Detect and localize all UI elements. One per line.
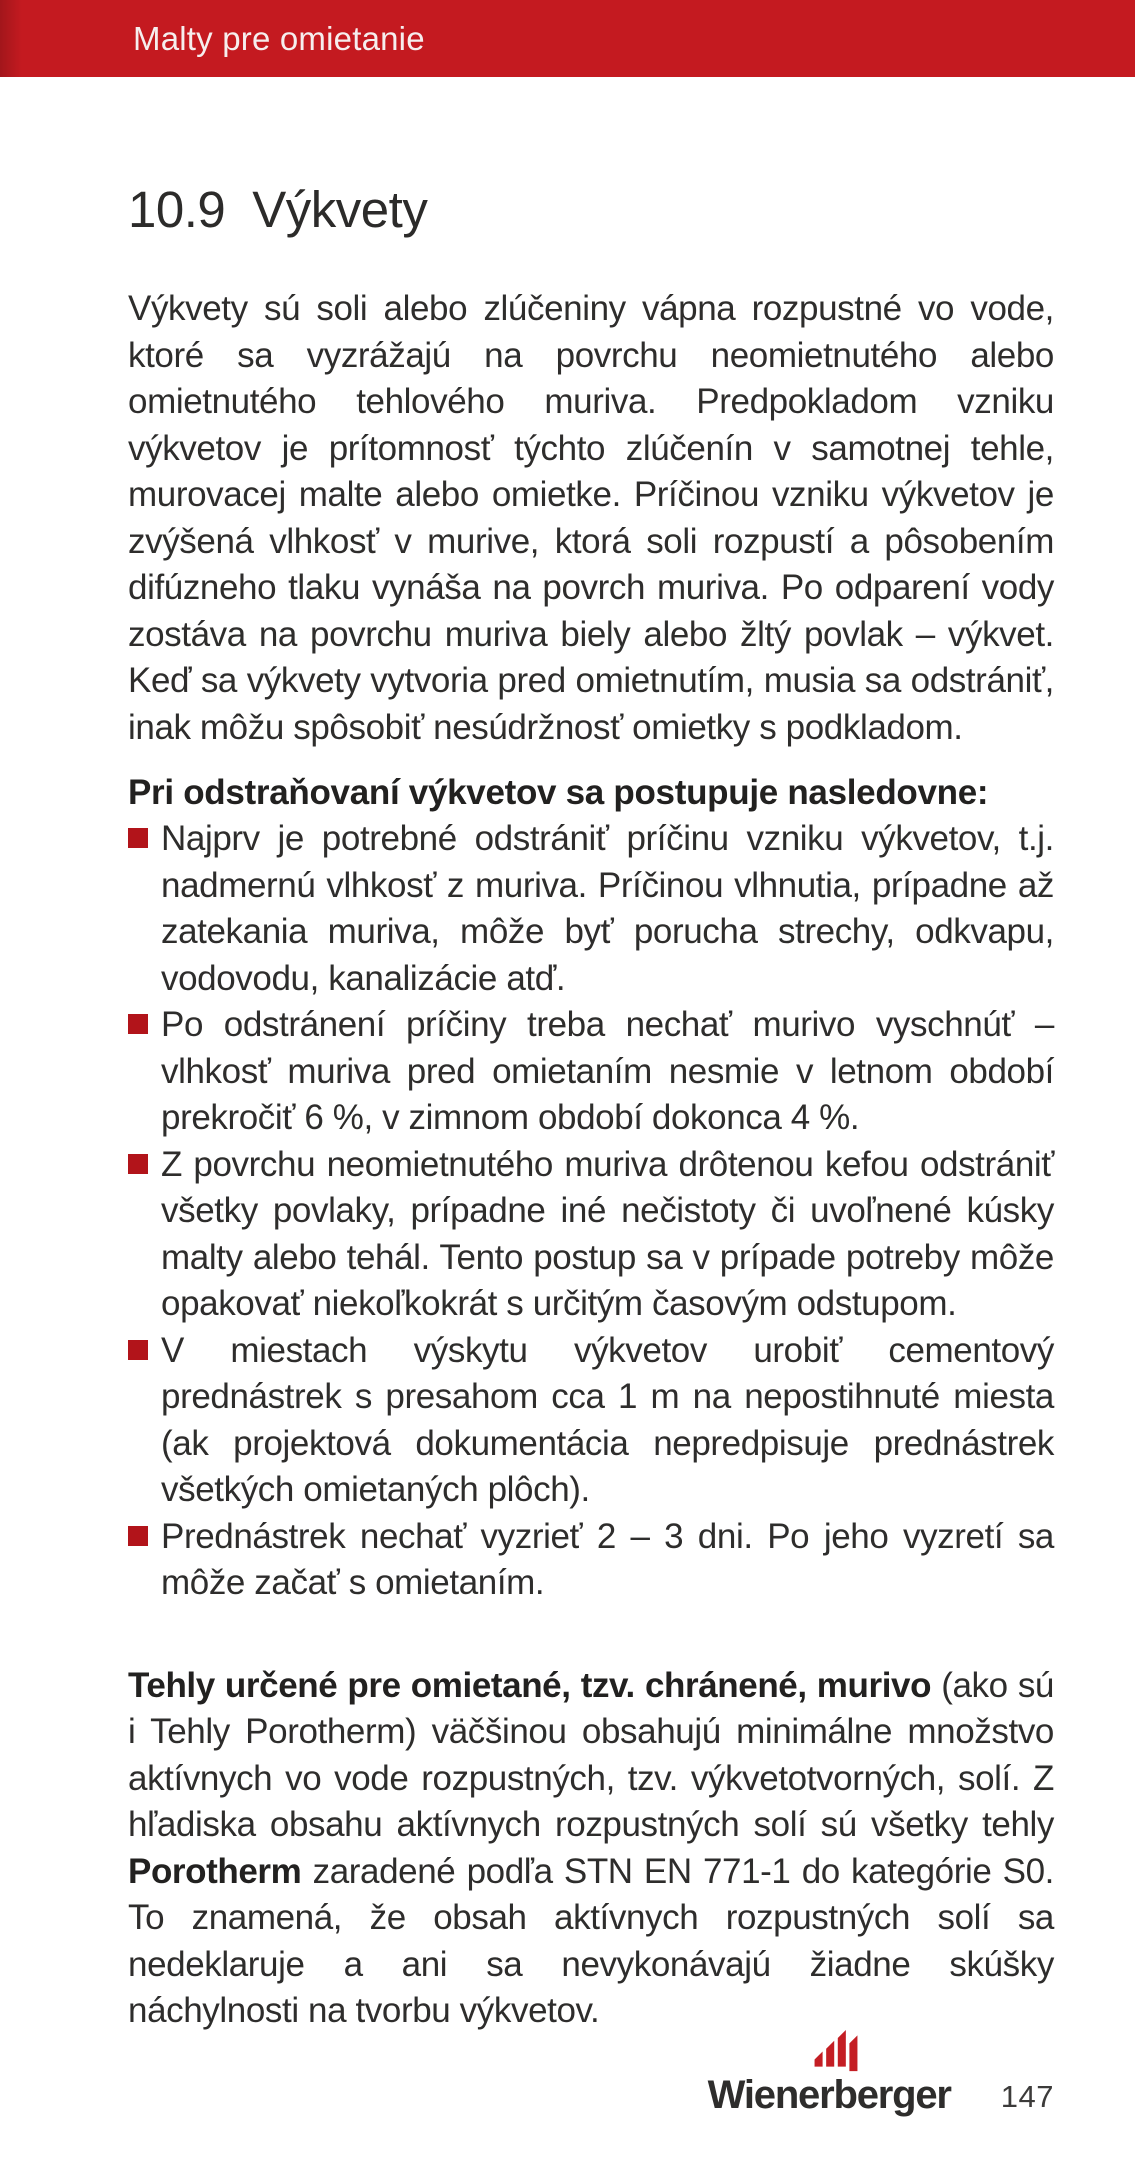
list-item-text: Najprv je potrebné odstrániť príčinu vzniku výkvetov, t.j. nadmernú vlhkosť z muriva. Príčinou vlhnutia, prípadne až zatekania muriva, môže byť porucha strechy, odkvapu, vodovodu, kanalizácie atď. <box>161 819 1054 998</box>
list-item-text: Prednástrek nechať vyzrieť 2 – 3 dni. Po jeho vyzretí sa môže začať s omietaním. <box>161 1516 1054 1602</box>
red-square-bullet-icon <box>128 828 148 848</box>
red-square-bullet-icon <box>128 1340 148 1360</box>
wienerberger-wordmark: Wienerberger <box>707 2073 951 2117</box>
section-number: 10.9 <box>128 181 226 238</box>
section-name: Výkvety <box>252 181 428 238</box>
intro-paragraph: Výkvety sú soli alebo zlúčeniny vápna rozpustné vo vode, ktoré sa vyzrážajú na povrchu neomietnutého alebo omietnutého tehlového muriva. Predpokladom vzniku výkvetov je prítomnosť týchto zlúčenín v samotnej tehle, murovacej malte alebo omietke. Príčinou vzniku výkvetov je zvýšená vlhkosť v murive, ktorá soli rozpustí a pôsobením difúzneho tlaku vynáša na povrch muriva. Po odparení vody zostáva na povrchu muriva biely alebo žltý povlak – výkvet. Keď sa výkvety vytvoria pred omietnutím, musia sa odstrániť, inak môžu spôsobiť nesúdržnosť omietky s podkladom. <box>128 289 1054 747</box>
closing-paragraph <box>128 1663 1054 2035</box>
procedure-list-heading: Pri odstraňovaní výkvetov sa postupuje nasledovne: <box>128 773 989 812</box>
red-square-bullet-icon <box>128 1154 148 1174</box>
procedure-list <box>128 816 1054 1607</box>
closing-text-2: zaradené podľa STN EN 771-1 do kategórie S0. To znamená, že obsah aktívnych rozpustných solí sa nedeklaruje a ani sa nevykonávajú žiadne skúšky náchylnosti na tvorbu výkvetov. <box>128 1851 1054 2030</box>
page-footer <box>0 2030 1054 2115</box>
page-content <box>128 182 1054 2035</box>
closing-bold-lead: Tehly určené pre omietané, tzv. chránené, murivo <box>128 1665 932 1705</box>
page-number: 147 <box>1000 2079 1054 2114</box>
red-square-bullet-icon <box>128 1014 148 1034</box>
list-item-text: V miestach výskytu výkvetov urobiť cementový prednástrek s presahom cca 1 m na nepostihnuté miesta (ak projektová dokumentácia nepredpisuje prednástrek všetkých omietaných plôch). <box>161 1330 1054 1509</box>
list-item <box>128 1142 1054 1328</box>
list-item <box>128 1328 1054 1514</box>
list-item-text: Z povrchu neomietnutého muriva drôtenou kefou odstrániť všetky povlaky, prípadne iné nečistoty či uvoľnené kúsky malty alebo tehál. Tento postup sa v prípade potreby môže opakovať niekoľkokrát s určitým časovým odstupom. <box>161 1144 1054 1323</box>
list-item <box>128 816 1054 1002</box>
red-square-bullet-icon <box>128 1526 148 1546</box>
section-title <box>128 182 1054 238</box>
wienerberger-roof-tiles-icon <box>811 2030 861 2072</box>
closing-text-1: (ako sú i Tehly Porotherm) väčšinou obsahujú minimálne množstvo aktívnych vo vode rozpustných, tzv. výkvetotvorných, solí. Z hľadiska obsahu aktívnych rozpustných solí sú všetky tehly <box>128 1665 1054 1844</box>
wienerberger-logo <box>708 2030 951 2115</box>
list-item <box>128 1514 1054 1607</box>
chapter-header-label: Malty pre omietanie <box>133 19 425 57</box>
chapter-header-bar <box>0 0 1135 77</box>
porotherm-brand: Porotherm <box>128 1851 302 1891</box>
list-item-text: Po odstránení príčiny treba nechať murivo vyschnúť – vlhkosť muriva pred omietaním nesmie v letnom období prekročiť 6 %, v zimnom období dokonca 4 %. <box>161 1005 1054 1137</box>
list-item <box>128 1002 1054 1142</box>
